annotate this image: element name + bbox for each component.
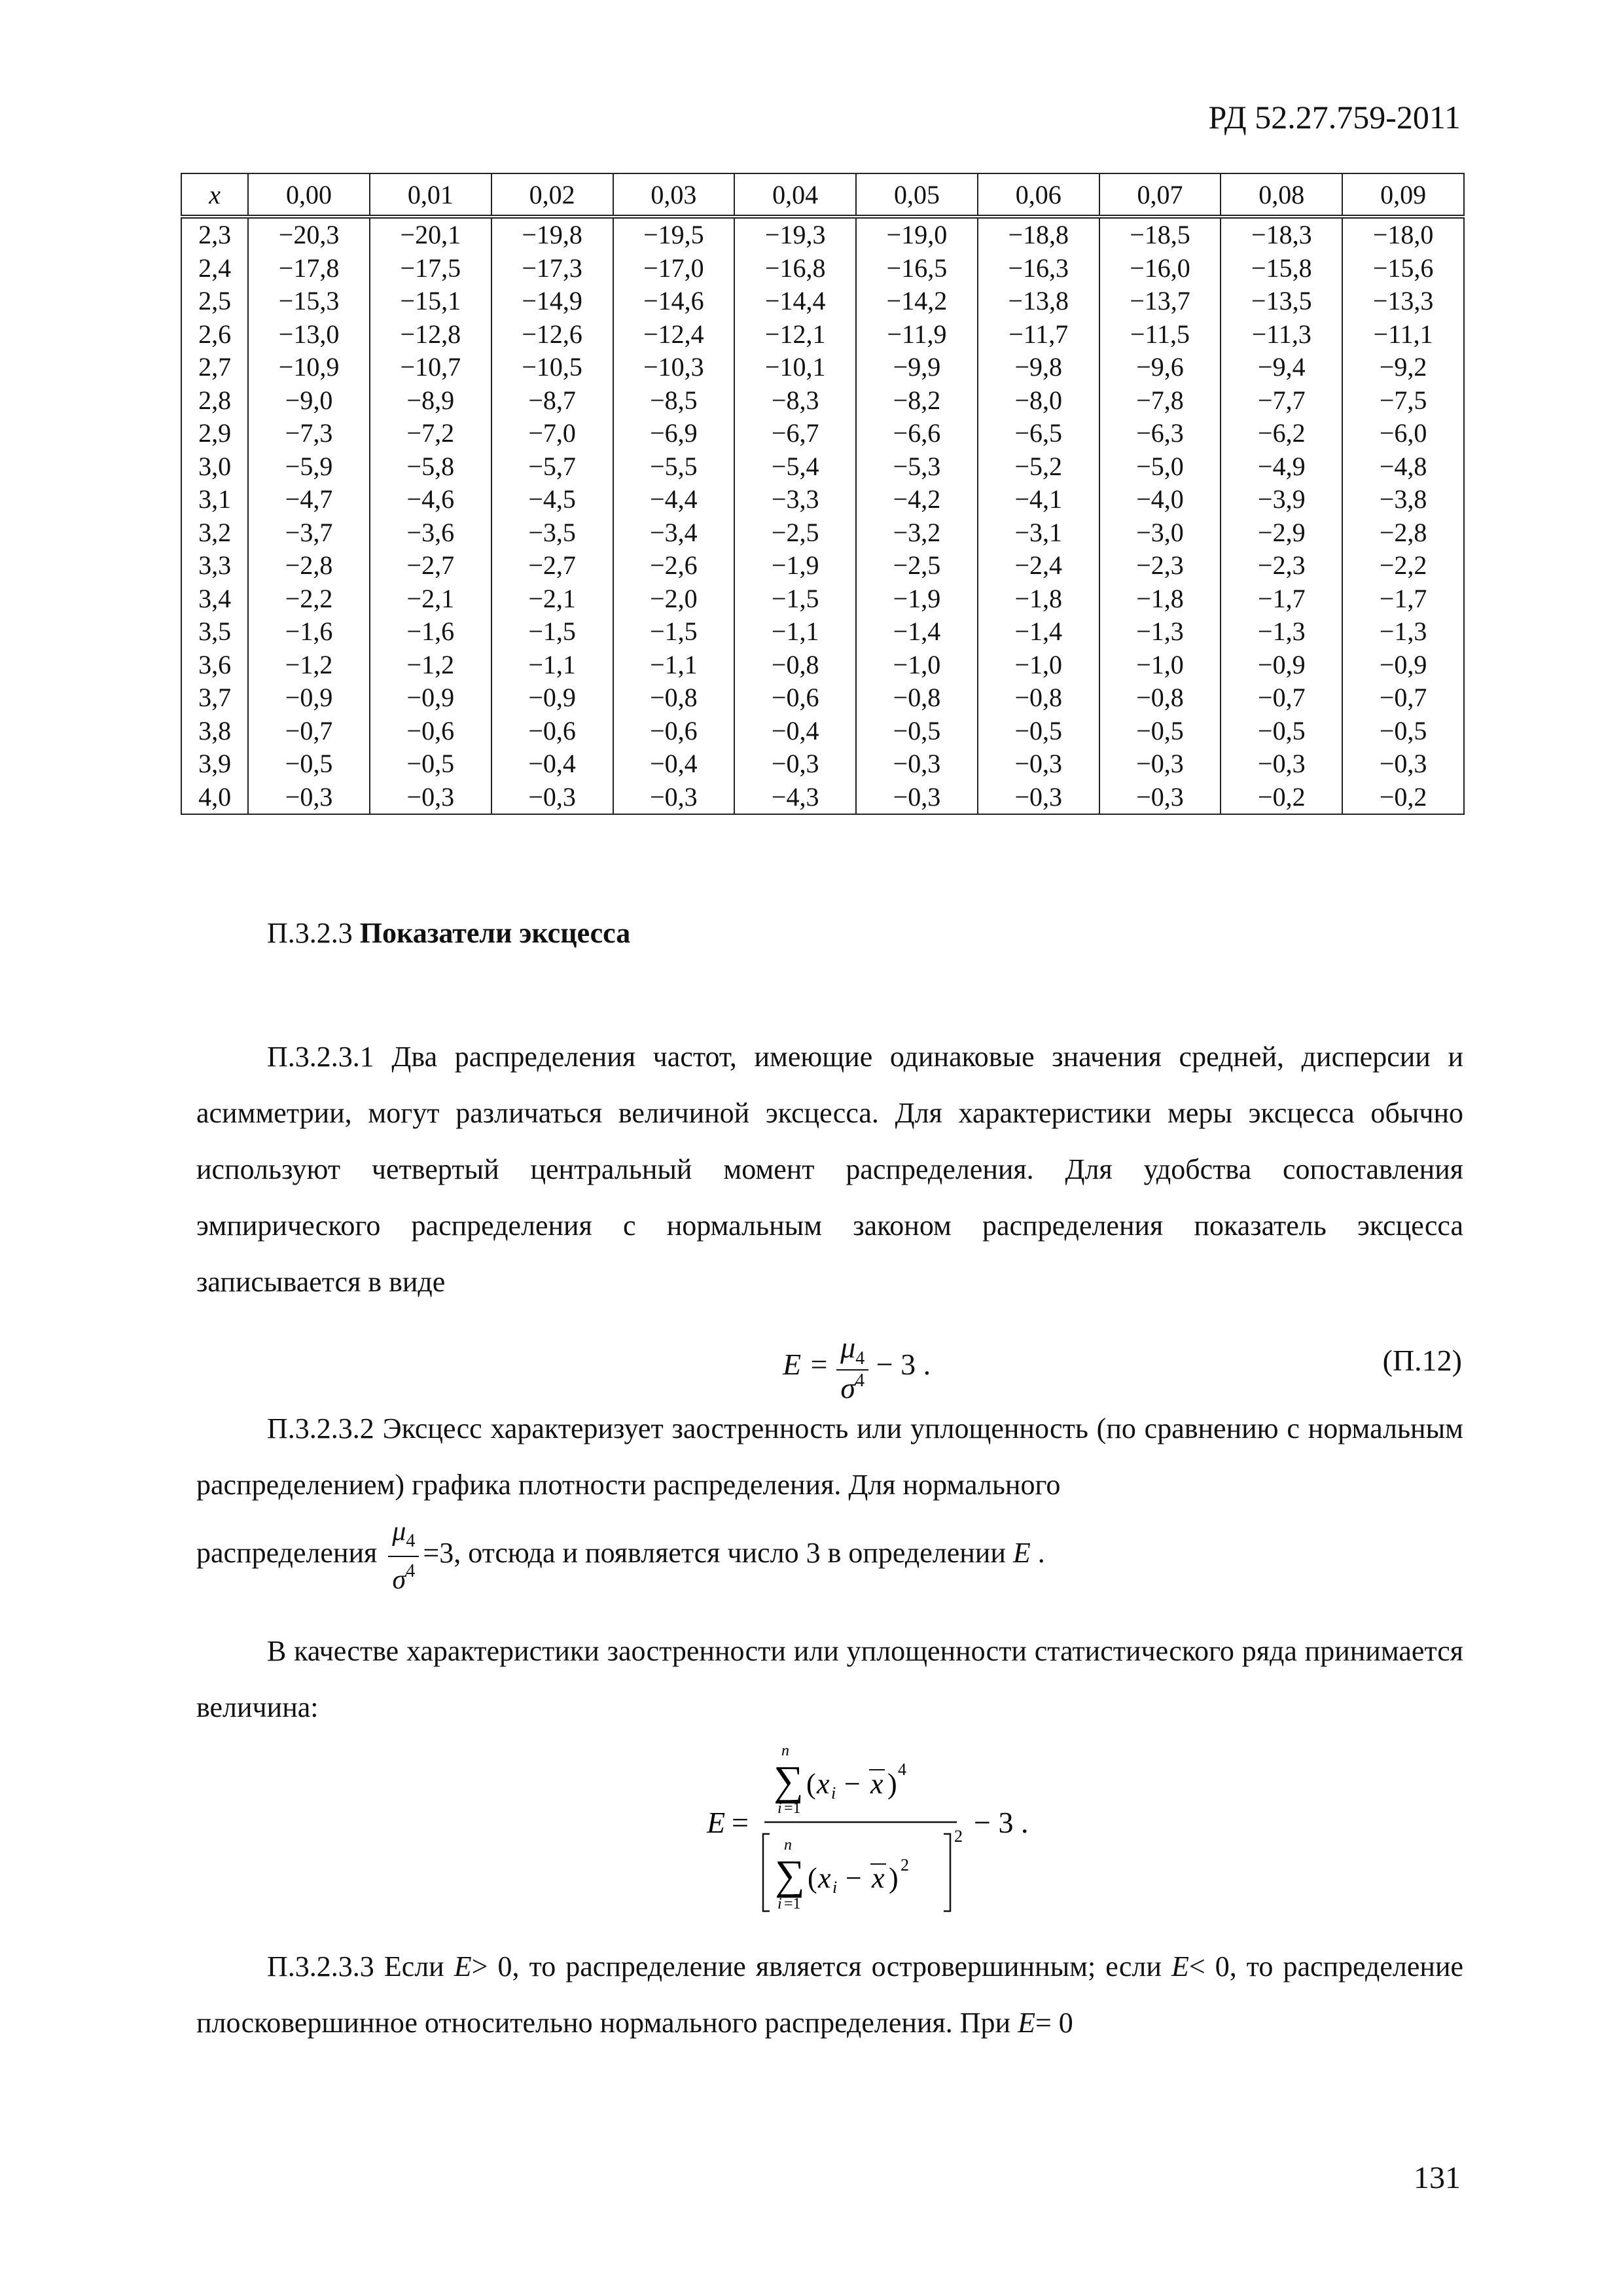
table-cell: −6,5 — [978, 417, 1099, 450]
table-cell: −15,8 — [1221, 252, 1342, 285]
table-cell: −5,7 — [491, 450, 613, 484]
table-cell: −5,9 — [248, 450, 370, 484]
table-cell: −2,5 — [734, 516, 856, 550]
row-x-cell: 3,9 — [181, 747, 248, 781]
fraction: $\frac{\mu_4}{\sigma^4}$ — [836, 1330, 868, 1405]
table-cell: −2,6 — [613, 549, 735, 583]
table-cell: −1,0 — [1099, 649, 1221, 682]
svg-text:−: − — [846, 1862, 862, 1894]
table-row — [181, 516, 1464, 550]
table-cell: −0,9 — [1342, 649, 1464, 682]
table-cell: −1,6 — [370, 615, 491, 649]
table-cell: −3,8 — [1342, 483, 1464, 516]
table-cell: −4,4 — [613, 483, 735, 516]
table-cell: −1,0 — [856, 649, 978, 682]
p4-part-b: > 0, то распределение является островершинным; если — [471, 1950, 1162, 1982]
table-cell: −0,3 — [370, 781, 491, 815]
table-cell: −1,3 — [1099, 615, 1221, 649]
table-cell: −6,2 — [1221, 417, 1342, 450]
table-cell: −17,0 — [613, 252, 735, 285]
table-row — [181, 318, 1464, 351]
table-cell: −8,5 — [613, 384, 735, 418]
table-cell: −19,8 — [491, 217, 613, 252]
table-cell: −0,9 — [370, 681, 491, 715]
table-row — [181, 747, 1464, 781]
table-cell: −10,9 — [248, 351, 370, 384]
table-cell: −1,4 — [856, 615, 978, 649]
column-header: 0,01 — [370, 173, 491, 217]
table-cell: −9,6 — [1099, 351, 1221, 384]
table-cell: −19,0 — [856, 217, 978, 252]
document-id: РД 52.27.759-2011 — [1208, 99, 1461, 135]
table-cell: −4,7 — [248, 483, 370, 516]
table-cell: −12,6 — [491, 318, 613, 351]
table-cell: −7,2 — [370, 417, 491, 450]
row-x-cell: 2,9 — [181, 417, 248, 450]
paragraph-p2: П.3.2.3.2 Эксцесс характеризует заостренность или уплощенность (по сравнению с нормальным распределением) графика плотности распределения. Для нормального — [196, 1412, 1463, 1501]
table-cell: −2,7 — [491, 549, 613, 583]
svg-text:=1: =1 — [784, 1800, 801, 1817]
p4-part-d: распределение плосковершинное относительно нормального распределения. При — [196, 1950, 1464, 2039]
table-row — [181, 715, 1464, 748]
table-cell: −4,3 — [734, 781, 856, 815]
table-cell: −5,3 — [856, 450, 978, 484]
table-cell: −0,3 — [856, 747, 978, 781]
table-row — [181, 285, 1464, 318]
table-cell: −0,3 — [978, 747, 1099, 781]
row-x-cell: 3,5 — [181, 615, 248, 649]
table-cell: −6,3 — [1099, 417, 1221, 450]
equation-kurtosis: E = $\frac{\mu_4}{\sigma^4}$ − 3 . — [783, 1331, 931, 1405]
svg-text:(: ( — [806, 1768, 816, 1800]
row-x-cell: 2,4 — [181, 252, 248, 285]
table-cell: −2,0 — [613, 583, 735, 616]
table-cell: −2,4 — [978, 549, 1099, 583]
table-cell: −1,5 — [734, 583, 856, 616]
table-cell: −1,5 — [491, 615, 613, 649]
table-row — [181, 384, 1464, 418]
column-header: 0,03 — [613, 173, 735, 217]
inline-fraction: $\frac{\mu_4}{\sigma^4}$ — [388, 1517, 419, 1594]
table-cell: −13,5 — [1221, 285, 1342, 318]
table-cell: −9,0 — [248, 384, 370, 418]
table-cell: −15,1 — [370, 285, 491, 318]
table-cell: −2,1 — [370, 583, 491, 616]
table-cell: −8,0 — [978, 384, 1099, 418]
table-cell: −0,2 — [1221, 781, 1342, 815]
row-x-cell: 3,3 — [181, 549, 248, 583]
table-cell: −0,5 — [856, 715, 978, 748]
table-cell: −13,7 — [1099, 285, 1221, 318]
table-cell: −1,0 — [978, 649, 1099, 682]
table-cell: −0,4 — [734, 715, 856, 748]
table-cell: −0,3 — [734, 747, 856, 781]
table-cell: −1,8 — [978, 583, 1099, 616]
table-cell: −17,8 — [248, 252, 370, 285]
table-cell: −10,5 — [491, 351, 613, 384]
table-cell: −5,4 — [734, 450, 856, 484]
table-cell: −0,2 — [1342, 781, 1464, 815]
row-x-cell: 2,3 — [181, 217, 248, 252]
table-cell: −0,3 — [1221, 747, 1342, 781]
p4-part-c: < 0, то — [1188, 1950, 1274, 1982]
value-table — [181, 173, 1465, 815]
table-cell: −0,9 — [491, 681, 613, 715]
table-cell: −7,7 — [1221, 384, 1342, 418]
section-number: П.3.2.3 — [267, 917, 353, 949]
row-x-cell: 3,8 — [181, 715, 248, 748]
column-header: 0,04 — [734, 173, 856, 217]
table-cell: −0,5 — [248, 747, 370, 781]
table-cell: −18,0 — [1342, 217, 1464, 252]
table-cell: −0,5 — [1221, 715, 1342, 748]
row-x-cell: 3,0 — [181, 450, 248, 484]
table-cell: −5,2 — [978, 450, 1099, 484]
table-cell: −7,5 — [1342, 384, 1464, 418]
svg-text:): ) — [889, 1862, 899, 1894]
table-cell: −9,9 — [856, 351, 978, 384]
table-row — [181, 252, 1464, 285]
table-cell: −0,3 — [856, 781, 978, 815]
table-cell: −4,2 — [856, 483, 978, 516]
p4-part-a: П.3.2.3.3 Если — [267, 1950, 444, 1982]
svg-text:2: 2 — [901, 1856, 909, 1874]
table-cell: −0,5 — [1342, 715, 1464, 748]
table-cell: −5,8 — [370, 450, 491, 484]
svg-text:(: ( — [808, 1862, 817, 1894]
table-cell: −1,2 — [248, 649, 370, 682]
svg-text:i: i — [832, 1878, 838, 1897]
table-cell: −4,5 — [491, 483, 613, 516]
table-cell: −10,1 — [734, 351, 856, 384]
column-header: 0,06 — [978, 173, 1099, 217]
table-cell: −7,8 — [1099, 384, 1221, 418]
table-cell: −3,5 — [491, 516, 613, 550]
table-cell: −0,3 — [613, 781, 735, 815]
table-row — [181, 549, 1464, 583]
section-heading — [267, 916, 630, 950]
row-x-cell: 2,8 — [181, 384, 248, 418]
column-header: 0,08 — [1221, 173, 1342, 217]
table-cell: −16,5 — [856, 252, 978, 285]
table-cell: −5,5 — [613, 450, 735, 484]
table-cell: −12,8 — [370, 318, 491, 351]
table-cell: −2,2 — [248, 583, 370, 616]
svg-text:i: i — [831, 1784, 836, 1803]
column-header: 0,05 — [856, 173, 978, 217]
table-cell: −0,9 — [248, 681, 370, 715]
svg-text:− 3 .: − 3 . — [974, 1806, 1029, 1839]
table-cell: −1,2 — [370, 649, 491, 682]
table-cell: −3,6 — [370, 516, 491, 550]
table-row — [181, 450, 1464, 484]
row-x-cell: 4,0 — [181, 781, 248, 815]
table-cell: −4,9 — [1221, 450, 1342, 484]
table-cell: −4,6 — [370, 483, 491, 516]
row-x-cell: 3,1 — [181, 483, 248, 516]
svg-text:4: 4 — [898, 1760, 906, 1779]
table-cell: −13,3 — [1342, 285, 1464, 318]
table-row — [181, 781, 1464, 815]
table-cell: −0,3 — [1342, 747, 1464, 781]
table-row — [181, 649, 1464, 682]
paragraph-p1: П.3.2.3.1 Два распределения частот, имеющие одинаковые значения средней, дисперсии и асимметрии, могут различаться величиной эксцесса. Для характеристики меры эксцесса обычно используют четвертый центральный момент распределения. Для удобства сопоставления эмпирического распределения с нормальным законом распределения показатель эксцесса записывается в виде — [196, 1041, 1463, 1298]
svg-text:=1: =1 — [784, 1895, 801, 1912]
table-cell: −0,7 — [248, 715, 370, 748]
p4-part-e: = 0 — [1035, 2007, 1073, 2039]
table-cell: −0,5 — [370, 747, 491, 781]
table-cell: −12,4 — [613, 318, 735, 351]
table-cell: −2,3 — [1221, 549, 1342, 583]
table-cell: −8,9 — [370, 384, 491, 418]
table-cell: −9,4 — [1221, 351, 1342, 384]
svg-text:n: n — [781, 1742, 789, 1759]
table-row — [181, 681, 1464, 715]
svg-text:x: x — [818, 1862, 831, 1894]
table-cell: −10,7 — [370, 351, 491, 384]
svg-text:=: = — [732, 1806, 749, 1839]
table-cell: −1,9 — [856, 583, 978, 616]
table-cell: −0,8 — [856, 681, 978, 715]
table-cell: −18,8 — [978, 217, 1099, 252]
table-cell: −16,3 — [978, 252, 1099, 285]
table-cell: −0,8 — [734, 649, 856, 682]
table-cell: −3,4 — [613, 516, 735, 550]
table-cell: −0,6 — [370, 715, 491, 748]
table-cell: −1,8 — [1099, 583, 1221, 616]
table-cell: −0,8 — [978, 681, 1099, 715]
row-x-cell: 3,2 — [181, 516, 248, 550]
table-cell: −1,9 — [734, 549, 856, 583]
table-cell: −3,7 — [248, 516, 370, 550]
svg-text:n: n — [784, 1837, 792, 1854]
table-cell: −19,3 — [734, 217, 856, 252]
table-cell: −20,3 — [248, 217, 370, 252]
table-cell: −0,6 — [491, 715, 613, 748]
table-cell: −12,1 — [734, 318, 856, 351]
table-row — [181, 615, 1464, 649]
table-cell: −20,1 — [370, 217, 491, 252]
table-cell: −4,0 — [1099, 483, 1221, 516]
table-row — [181, 583, 1464, 616]
table-cell: −7,0 — [491, 417, 613, 450]
svg-text:i: i — [777, 1895, 782, 1912]
table-cell: −6,9 — [613, 417, 735, 450]
table-cell: −0,7 — [1342, 681, 1464, 715]
table-cell: −9,2 — [1342, 351, 1464, 384]
equation-number: (П.12) — [1382, 1344, 1462, 1377]
paragraph-p3: В качестве характеристики заостренности или уплощенности статистического ряда принимается величина: — [196, 1635, 1463, 1723]
row-x-cell: 2,6 — [181, 318, 248, 351]
table-cell: −17,5 — [370, 252, 491, 285]
table-cell: −0,8 — [1099, 681, 1221, 715]
table-cell: −1,1 — [734, 615, 856, 649]
table-cell: −13,0 — [248, 318, 370, 351]
table-cell: −0,5 — [1099, 715, 1221, 748]
table-cell: −1,1 — [613, 649, 735, 682]
column-header: 0,02 — [491, 173, 613, 217]
equation-kurtosis-sample — [700, 1742, 1067, 1926]
svg-text:x: x — [817, 1768, 830, 1800]
table-cell: −15,3 — [248, 285, 370, 318]
table-cell: −2,3 — [1099, 549, 1221, 583]
column-header: 0,09 — [1342, 173, 1464, 217]
table-cell: −2,7 — [370, 549, 491, 583]
table-row — [181, 483, 1464, 516]
paragraph-p4: П.3.2.3.3 Если E> 0, то распределение является островершинным; если E< 0, то распределение плосковершинное относительно нормального распределения. При E= 0 — [196, 1950, 1464, 2039]
table-cell: −1,7 — [1342, 583, 1464, 616]
column-header: 0,00 — [248, 173, 370, 217]
table-cell: −2,5 — [856, 549, 978, 583]
svg-text:∑: ∑ — [774, 1757, 804, 1804]
row-x-cell: 3,6 — [181, 649, 248, 682]
table-cell: −2,2 — [1342, 549, 1464, 583]
table-cell: −1,4 — [978, 615, 1099, 649]
table-cell: −3,3 — [734, 483, 856, 516]
svg-text:i: i — [777, 1800, 782, 1817]
table-cell: −18,3 — [1221, 217, 1342, 252]
table-cell: −4,1 — [978, 483, 1099, 516]
table-cell: −4,8 — [1342, 450, 1464, 484]
table-cell: −9,8 — [978, 351, 1099, 384]
table-cell: −0,3 — [1099, 781, 1221, 815]
table-cell: −14,6 — [613, 285, 735, 318]
table-cell: −15,6 — [1342, 252, 1464, 285]
column-header: 0,07 — [1099, 173, 1221, 217]
table-cell: −0,9 — [1221, 649, 1342, 682]
table-cell: −14,9 — [491, 285, 613, 318]
table-cell: −8,3 — [734, 384, 856, 418]
table-cell: −18,5 — [1099, 217, 1221, 252]
svg-text:∑: ∑ — [775, 1852, 805, 1898]
table-cell: −0,6 — [613, 715, 735, 748]
table-cell: −8,2 — [856, 384, 978, 418]
page-number: 131 — [1414, 2161, 1461, 2195]
table-cell: −11,7 — [978, 318, 1099, 351]
table-cell: −11,1 — [1342, 318, 1464, 351]
table-cell: −0,6 — [734, 681, 856, 715]
table-cell: −7,3 — [248, 417, 370, 450]
table-cell: −8,7 — [491, 384, 613, 418]
svg-text:−: − — [844, 1768, 861, 1800]
table-cell: −6,7 — [734, 417, 856, 450]
table-cell: −2,8 — [1342, 516, 1464, 550]
table-cell: −6,6 — [856, 417, 978, 450]
row-x-cell: 2,7 — [181, 351, 248, 384]
table-cell: −1,1 — [491, 649, 613, 682]
svg-text:2: 2 — [954, 1827, 963, 1846]
svg-text:x: x — [870, 1768, 883, 1800]
table-cell: −10,3 — [613, 351, 735, 384]
table-cell: −0,4 — [491, 747, 613, 781]
table-cell: −13,8 — [978, 285, 1099, 318]
table-header-row — [181, 173, 1464, 217]
table-row — [181, 351, 1464, 384]
svg-text:): ) — [887, 1768, 897, 1800]
table-cell: −3,2 — [856, 516, 978, 550]
table-cell: −11,3 — [1221, 318, 1342, 351]
section-title: Показатели эксцесса — [359, 917, 631, 949]
table-cell: −0,3 — [491, 781, 613, 815]
table-cell: −6,0 — [1342, 417, 1464, 450]
table-cell: −1,6 — [248, 615, 370, 649]
table-cell: −3,0 — [1099, 516, 1221, 550]
table-cell: −11,5 — [1099, 318, 1221, 351]
table-cell: −2,1 — [491, 583, 613, 616]
row-x-cell: 3,7 — [181, 681, 248, 715]
table-cell: −0,4 — [613, 747, 735, 781]
table-body — [181, 217, 1464, 814]
table-cell: −1,7 — [1221, 583, 1342, 616]
table-row — [181, 217, 1464, 252]
paragraph-p2-continuation: распределения $\frac{\mu_4}{\sigma^4}$ =3, отсюда и появляется число 3 в определении E . — [196, 1516, 1045, 1595]
table-cell: −17,3 — [491, 252, 613, 285]
table-cell: −11,9 — [856, 318, 978, 351]
table-cell: −3,9 — [1221, 483, 1342, 516]
table-row — [181, 417, 1464, 450]
table-cell: −14,4 — [734, 285, 856, 318]
table-cell: −0,3 — [248, 781, 370, 815]
row-x-cell: 3,4 — [181, 583, 248, 616]
table-cell: −3,1 — [978, 516, 1099, 550]
table-cell: −14,2 — [856, 285, 978, 318]
table-cell: −1,3 — [1342, 615, 1464, 649]
table-cell: −1,3 — [1221, 615, 1342, 649]
table-cell: −2,8 — [248, 549, 370, 583]
table-cell: −0,3 — [1099, 747, 1221, 781]
svg-text:E: E — [707, 1806, 726, 1839]
table-cell: −2,9 — [1221, 516, 1342, 550]
table-cell: −19,5 — [613, 217, 735, 252]
x-column-header: x — [181, 173, 248, 217]
table-cell: −0,8 — [613, 681, 735, 715]
row-x-cell: 2,5 — [181, 285, 248, 318]
table-cell: −1,5 — [613, 615, 735, 649]
p2b-text-before: распределения — [196, 1537, 378, 1570]
table-cell: −16,8 — [734, 252, 856, 285]
table-cell: −0,3 — [978, 781, 1099, 815]
svg-text:x: x — [872, 1862, 885, 1894]
table-cell: −0,7 — [1221, 681, 1342, 715]
table-cell: −5,0 — [1099, 450, 1221, 484]
p2b-text-after: =3, отсюда и появляется число 3 в определении — [423, 1537, 1006, 1570]
table-cell: −16,0 — [1099, 252, 1221, 285]
table-cell: −0,5 — [978, 715, 1099, 748]
